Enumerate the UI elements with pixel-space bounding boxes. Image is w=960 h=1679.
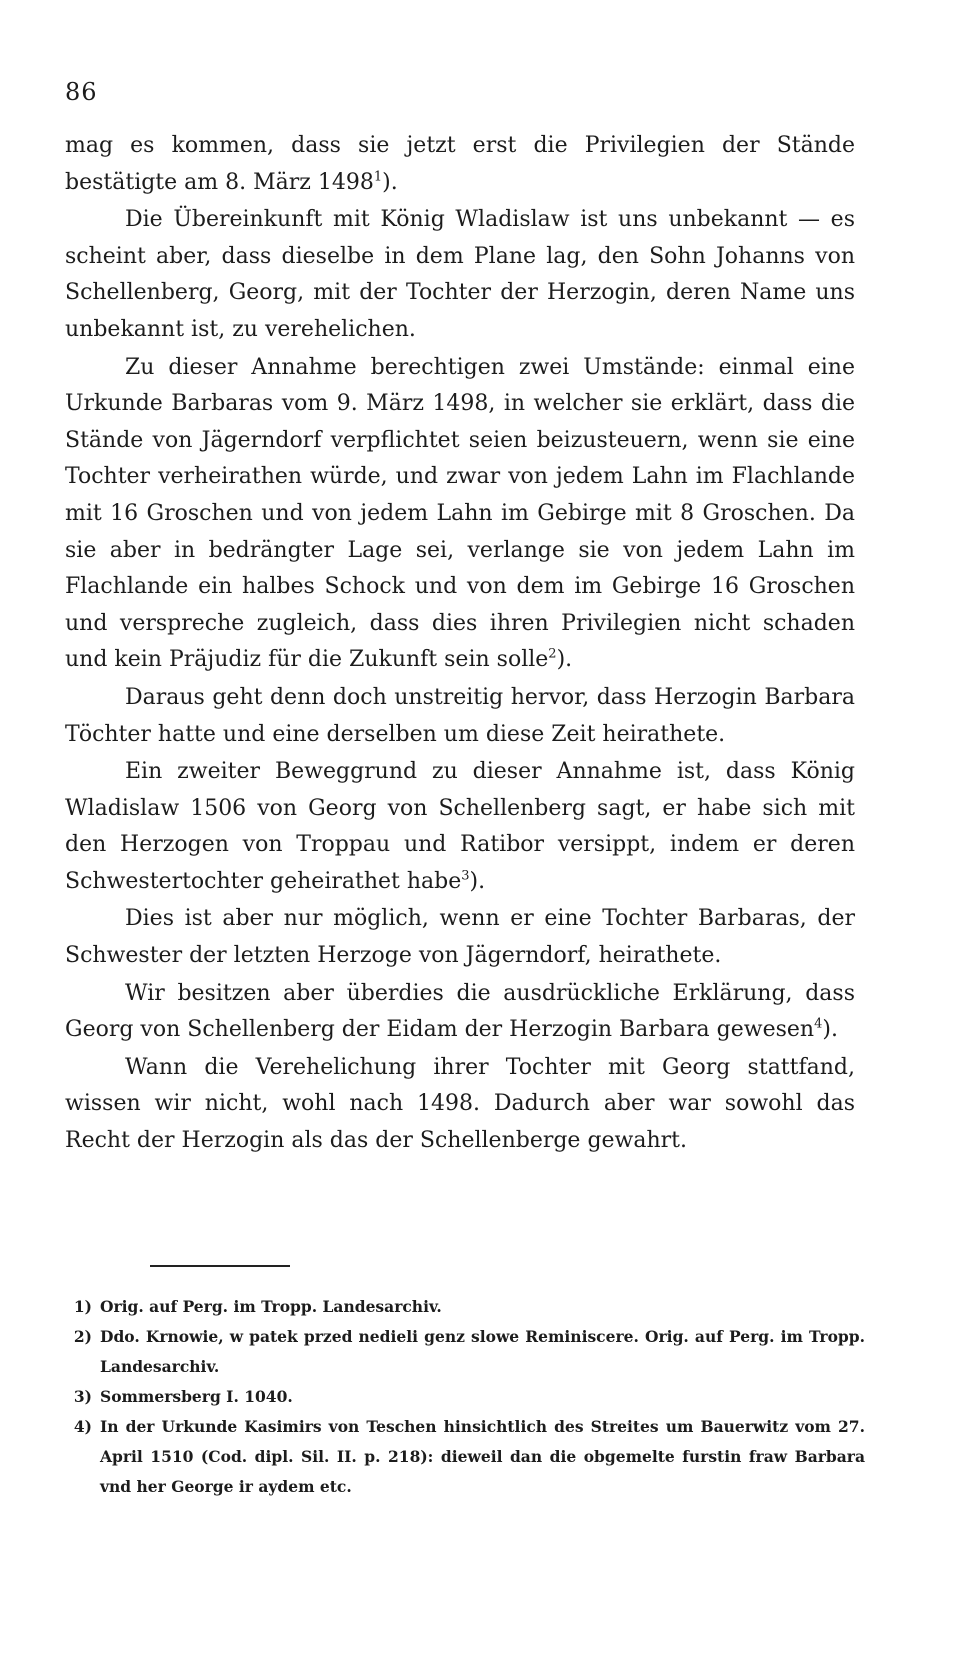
paragraph-text: Zu dieser Annahme berechtigen zwei Umstände: einmal eine Urkunde Barbaras vom 9. März 1498, in welcher sie erklärt, dass die Stände von Jägerndorf verpflichtet seien beizusteuern, wenn sie eine Tochter verheirathen würde, und zwar von jedem Lahn im Flachlande mit 16 Groschen und von jedem Lahn im Gebirge mit 8 Groschen. Da sie aber in bedrängter Lage sei, verlange sie von jedem Lahn im Flachlande ein halbes Schock und von dem im Gebirge 16 Groschen und verspreche zugleich, dass dies ihren Privilegien nicht schaden und kein Präjudiz für die Zukunft sein solle [65,354,855,673]
paragraph-text-end: ). [556,647,573,673]
paragraph-1 [65,128,855,201]
paragraph-text-end: ). [822,1017,838,1043]
paragraph-text: Dies ist aber nur möglich, wenn er eine Tochter Barbaras, der Schwester der letzten Herzoge von Jägerndorf, heirathete. [65,906,855,969]
footnote-reference[interactable]: 3 [461,868,470,884]
paragraph-text: Ein zweiter Beweggrund zu dieser Annahme ist, dass König Wladislaw 1506 von Georg von Schellenberg sagt, er habe sich mit den Herzogen von Troppau und Ratibor versippt, indem er deren Schwestertochter geheirathet habe [65,759,855,894]
footnote-text: Orig. auf Perg. im Tropp. Landesarchiv. [100,1297,442,1316]
footnote-text: Sommersberg I. 1040. [100,1387,293,1406]
footnote-4 [65,1412,865,1502]
footnote-number: 2) [73,1327,92,1346]
footnotes [65,1292,865,1502]
footnote-reference[interactable]: 4 [814,1016,823,1032]
footnote-text: Ddo. Krnowie, w patek przed nedieli genz slowe Reminiscere. Orig. auf Perg. im Tropp. Landesarchiv. [100,1327,865,1376]
footnote-number: 3) [73,1387,92,1406]
footnote-number: 1) [73,1297,92,1316]
paragraph-text: mag es kommen, dass sie jetzt erst die Privilegien der Stände bestätigte am 8. März 1498 [65,133,855,195]
footnote-1 [65,1292,865,1322]
paragraph-6 [65,901,855,974]
paragraph-text: Daraus geht denn doch unstreitig hervor, dass Herzogin Barbara Töchter hatte und eine derselben um diese Zeit heirathete. [65,684,855,747]
paragraph-text-end: ). [469,868,486,894]
paragraph-text: Die Übereinkunft mit König Wladislaw ist uns unbekannt — es scheint aber, dass dieselbe in dem Plane lag, den Sohn Johanns von Schellenberg, Georg, mit der Tochter der Herzogin, deren Name uns unbekannt ist, zu verehelichen. [65,207,855,342]
paragraph-7 [65,976,855,1049]
main-text [65,128,855,1161]
footnote-divider [150,1265,290,1267]
footnote-reference[interactable]: 1 [373,169,383,185]
footnote-2 [65,1322,865,1382]
paragraph-2 [65,202,855,348]
paragraph-4 [65,680,855,753]
paragraph-8 [65,1050,855,1160]
paragraph-text: Wann die Verehelichung ihrer Tochter mit Georg stattfand, wissen wir nicht, wohl nach 1498. Dadurch aber war sowohl das Recht der Herzogin als das der Schellenberge gewahrt. [65,1054,855,1154]
page-number: 86 [65,78,98,106]
paragraph-text: Wir besitzen aber überdies die ausdrückliche Erklärung, dass Georg von Schellenberg der Eidam der Herzogin Barbara gewesen [65,980,855,1043]
footnote-3 [65,1382,865,1412]
paragraph-3 [65,350,855,679]
footnote-number: 4) [73,1417,92,1436]
paragraph-text-end: ). [382,169,398,195]
footnote-reference[interactable]: 2 [548,646,557,662]
footnote-text: In der Urkunde Kasimirs von Teschen hinsichtlich des Streites um Bauerwitz vom 27. April 1510 (Cod. dipl. Sil. II. p. 218): dieweil dan die obgemelte furstin fraw Barbara vnd her George ir aydem etc. [100,1417,865,1496]
paragraph-5 [65,754,855,900]
